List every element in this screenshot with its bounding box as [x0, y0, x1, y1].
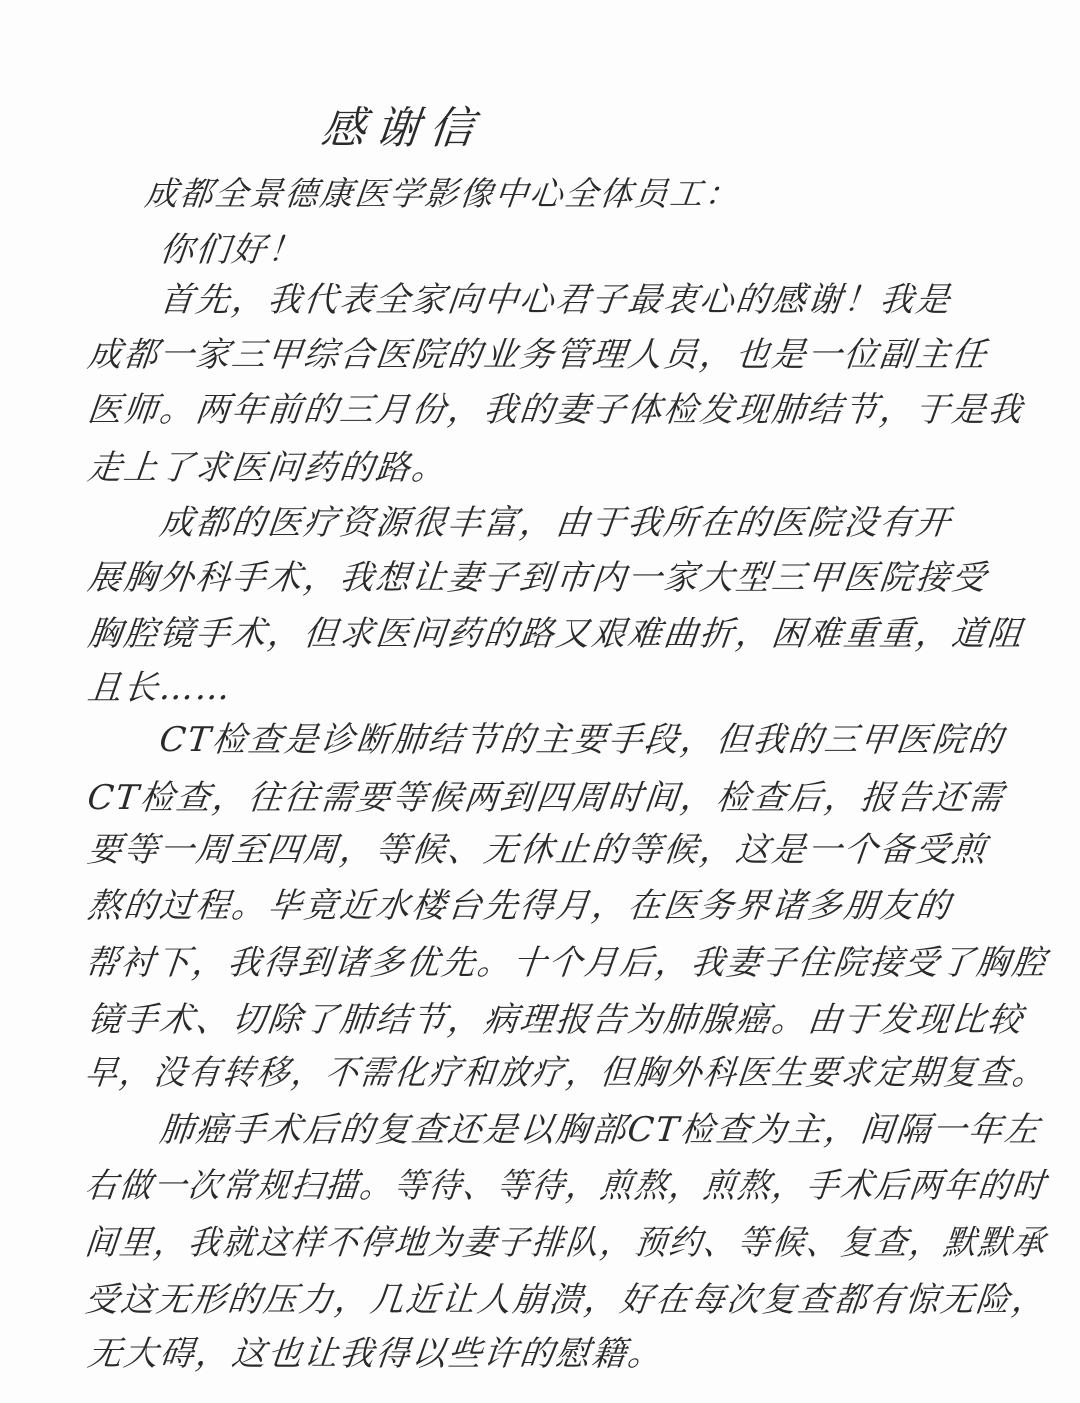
letter-title: 感谢信 — [318, 103, 487, 154]
letter-line: 熬的过程。毕竟近水楼台先得月，在医务界诸多朋友的 — [85, 886, 954, 926]
letter-line: CT检查，往往需要等候两到四周时间，检查后，报告还需 — [85, 778, 1007, 818]
letter-line: 医师。两年前的三月份，我的妻子体检发现肺结节，于是我 — [85, 390, 1026, 430]
letter-salutation: 成都全景德康医学影像中心全体员工： — [142, 174, 742, 213]
letter-line: 首先，我代表全家向中心君子最衷心的感谢！我是 — [157, 280, 954, 320]
letter-line: 早，没有转移，不需化疗和放疗，但胸外科医生要求定期复查。 — [82, 1053, 1049, 1093]
letter-line: CT检查是诊断肺结节的主要手段，但我的三甲医院的 — [157, 720, 1007, 760]
letter-line: 胸腔镜手术，但求医问药的路又艰难曲折，困难重重，道阻 — [85, 614, 1026, 654]
letter-line: 右做一次常规扫描。等待、等待，煎熬，煎熬，手术后两年的时 — [82, 1166, 1049, 1206]
letter-line: 成都的医疗资源很丰富，由于我所在的医院没有开 — [157, 503, 954, 543]
letter-line: 走上了求医问药的路。 — [85, 448, 450, 488]
letter-line: 肺癌手术后的复查还是以胸部CT检查为主，间隔一年左 — [157, 1110, 1043, 1150]
letter-line: 要等一周至四周，等候、无休止的等候，这是一个备受煎 — [85, 830, 990, 870]
letter-line: 间里，我就这样不停地为妻子排队，预约、等候、复查，默默承 — [82, 1223, 1049, 1263]
letter-line: 镜手术、切除了肺结节，病理报告为肺腺癌。由于发现比较 — [85, 1000, 1026, 1040]
letter-line: 无大碍，这也让我得以些许的慰籍。 — [85, 1334, 666, 1374]
letter-line: 展胸外科手术，我想让妻子到市内一家大型三甲医院接受 — [85, 558, 990, 598]
letter-greeting: 你们好！ — [157, 230, 306, 270]
letter-line: 且长…… — [85, 668, 234, 708]
letter-line: 帮衬下，我得到诸多优先。十个月后，我妻子住院接受了胸腔 — [82, 943, 1050, 983]
letter-line: 受这无形的压力，几近让人崩溃，好在每次复查都有惊无险， — [82, 1280, 1050, 1320]
letter-line: 成都一家三甲综合医院的业务管理人员，也是一位副主任 — [85, 335, 990, 375]
